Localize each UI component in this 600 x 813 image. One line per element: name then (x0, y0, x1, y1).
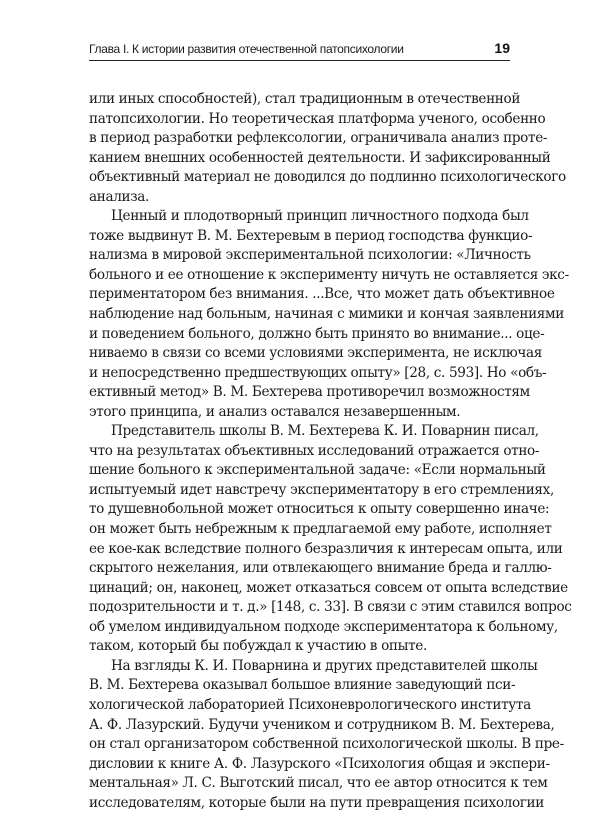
text-line: ментальная» Л. С. Выготский писал, что ее автор относится к тем (89, 775, 548, 792)
text-line: цинаций; он, наконец, может отказаться совсем от опыта вследствие (89, 579, 568, 596)
page-number: 19 (494, 40, 510, 56)
text-line: хологической лабораторией Психоневрологического института (89, 696, 531, 713)
text-line: он стал организатором собственной психологической школы. В пре- (89, 736, 564, 753)
text-line: подозрительности и т. д.» [148, с. 33]. В связи с этим ставился вопрос (89, 599, 572, 616)
text-line: наблюдение над больным, начиная с мимики и кончая заявлениями (89, 306, 564, 323)
paragraph (89, 90, 566, 207)
text-line: нализма в мировой экспериментальной психологии: «Личность (89, 247, 531, 264)
text-line: ниваемо в связи со всеми условиями эксперимента, не исключая (89, 345, 542, 362)
text-line: таком, который бы побуждал к участию в опыте. (89, 638, 427, 655)
page-body (89, 90, 572, 813)
text-line: На взгляды К. И. Поварнина и других представителей школы (111, 657, 538, 674)
text-line: В. М. Бехтерева оказывал большое влияние заведующий пси- (89, 677, 516, 694)
text-line: ективный метод» В. М. Бехтерева противоречил возможностям (89, 384, 530, 401)
text-line: и непосредственно предшествующих опыту» [28, с. 593]. Но «объ- (89, 364, 547, 381)
text-line: что на результатах объективных исследований отражается отно- (89, 442, 540, 459)
text-line: шение больного к экспериментальной задаче: «Если нормальный (89, 462, 546, 479)
text-line: скрытого нежелания, или отвлекающего внимание бреда и галлю- (89, 560, 552, 577)
text-line: анализа. (89, 188, 150, 205)
text-line: об умелом индивидуальном подходе экспериментатора к больному, (89, 618, 558, 635)
text-line: или иных способностей), стал традиционным в отечественной (89, 91, 521, 107)
text-line: ее кое-как вследствие полного безразличия к интересам опыта, или (89, 540, 563, 557)
paragraph (89, 657, 564, 813)
text-line: в период разработки рефлексологии, ограничивала анализ проте- (89, 130, 548, 147)
paragraph (89, 207, 569, 422)
text-line: дисловии к книге А. Ф. Лазурского «Психология общая и экспери- (89, 755, 550, 772)
text-line: этого принципа, и анализ оставался незавершенным. (89, 403, 461, 420)
text-line: канием внешних особенностей деятельности. И зафиксированный (89, 149, 551, 166)
paragraph (89, 422, 572, 657)
text-line: А. Ф. Лазурский. Будучи учеником и сотрудником В. М. Бехтерева, (89, 716, 555, 733)
text-line: он может быть небрежным к предлагаемой ему работе, исполняет (89, 521, 552, 538)
text-line: Ценный и плодотворный принцип личностного подхода был (111, 208, 529, 225)
text-line: испытуемый идет навстречу экспериментатору в его стремлениях, (89, 481, 554, 498)
text-line: тоже выдвинут В. М. Бехтеревым в период господства функцио- (89, 227, 533, 244)
text-line: Представитель школы В. М. Бехтерева К. И. Поварнин писал, (111, 423, 539, 440)
text-line: исследователям, которые были на пути превращения психологии (89, 794, 544, 811)
text-line: то душевнобольной может относиться к опыту совершенно иначе: (89, 501, 550, 518)
text-line: больного и ее отношение к эксперименту ничуть не оставляется экс- (89, 266, 569, 283)
running-header (89, 40, 510, 61)
text-line: и поведением больного, должно быть принято во внимание... оце- (89, 325, 545, 342)
text-line: объективный материал не доводился до подлинно психологического (89, 169, 566, 186)
text-line: периментатором без внимания. ...Все, что может дать объективное (89, 286, 555, 303)
text-line: патопсихологии. Но теоретическая платформа ученого, особенно (89, 110, 546, 127)
chapter-title: Глава I. К истории развития отечественной патопсихологии (89, 42, 404, 56)
